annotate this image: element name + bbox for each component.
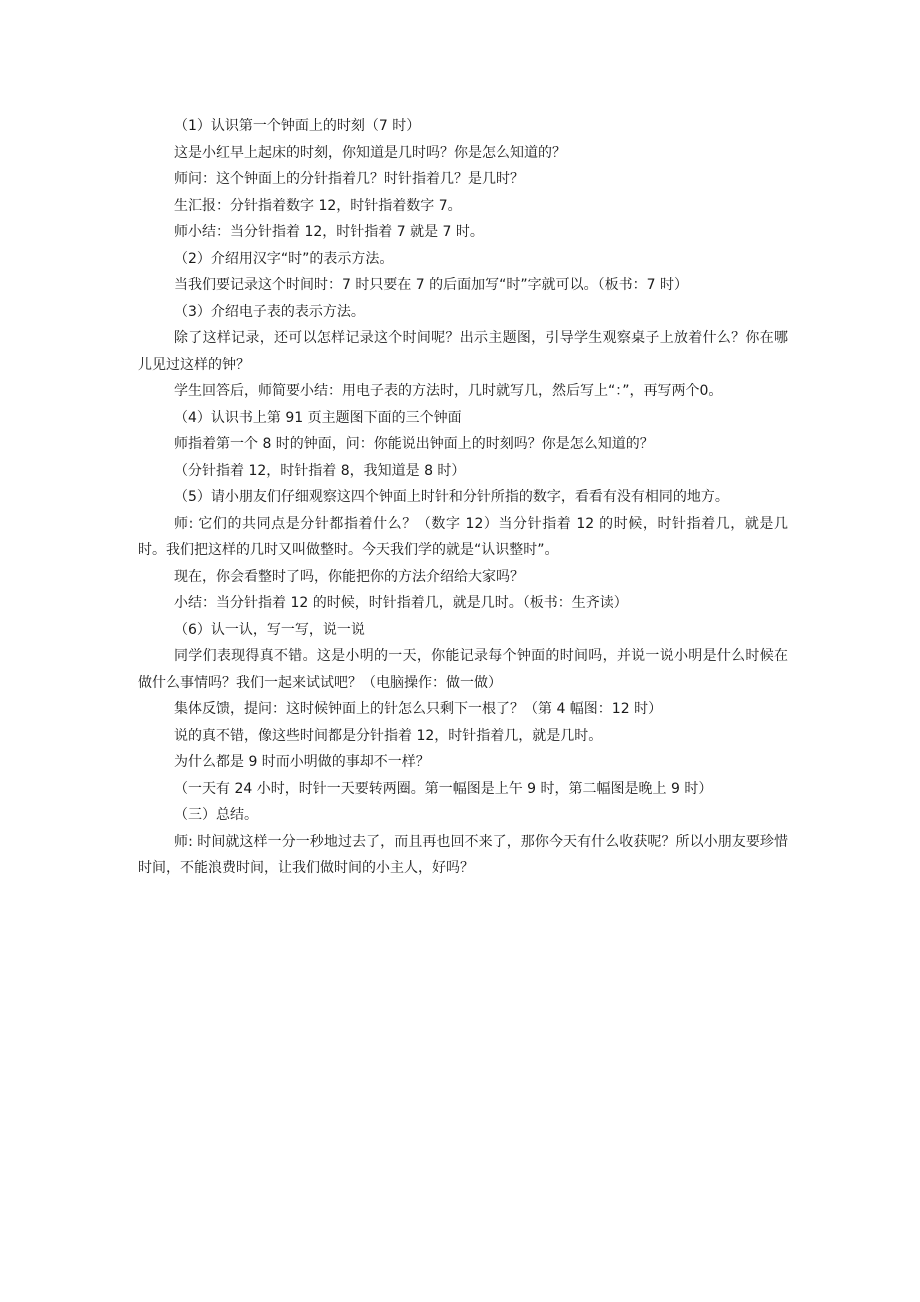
- paragraph: 为什么都是 9 时而小明做的事却不一样？: [174, 754, 430, 770]
- paragraph: 师指着第一个 8 时的钟面，问：你能说出钟面上的时刻吗？你是怎么知道的？: [174, 436, 654, 452]
- paragraph: 小结：当分针指着 12 的时候，时针指着几，就是几时。（板书：生齐读）: [174, 595, 628, 611]
- paragraph-step-2-heading: （2）介绍用汉字“时”的表示方法。: [174, 250, 394, 267]
- paragraph: 师问：这个钟面上的分针指着几？时针指着几？是几时？: [174, 171, 524, 187]
- paragraph-step-6-heading: （6）认一认，写一写，说一说: [174, 621, 365, 638]
- paragraph: 集体反馈，提问：这时候钟面上的针怎么只剩下一根了？（第 4 幅图：12 时）: [174, 701, 663, 717]
- paragraph-step-5-heading: （5）请小朋友们仔细观察这四个钟面上时针和分针所指的数字，看看有没有相同的地方。: [174, 489, 729, 505]
- paragraph: 这是小红早上起床的时刻，你知道是几时吗？你是怎么知道的？: [174, 144, 566, 161]
- paragraph: （一天有 24 小时，时针一天要转两圈。第一幅图是上午 9 时，第二幅图是晚上 9 时）: [174, 780, 713, 797]
- paragraph: 除了这样记录，还可以怎样记录这个时间呢？出示主题图，引导学生观察桌子上放着什么？你在哪儿见过这样的钟？: [138, 330, 788, 373]
- paragraph-step-1-heading: （1）认识第一个钟面上的时刻（7 时）: [174, 118, 421, 134]
- paragraph-step-3-heading: （3）介绍电子表的表示方法。: [174, 303, 365, 320]
- paragraph: （分针指着 12，时针指着 8，我知道是 8 时）: [174, 462, 466, 479]
- paragraph: 师: 时间就这样一分一秒地过去了，而且再也回不来了，那你今天有什么收获呢？所以小朋友要珍惜时间，不能浪费时间，让我们做时间的小主人，好吗？: [138, 833, 788, 876]
- paragraph: 说的真不错，像这些时间都是分针指着 12，时针指着几，就是几时。: [174, 727, 603, 744]
- paragraph-summary-heading: （三）总结。: [174, 807, 258, 823]
- paragraph-step-4-heading: （4）认识书上第 91 页主题图下面的三个钟面: [174, 409, 462, 426]
- paragraph: 现在，你会看整时了吗，你能把你的方法介绍给大家吗？: [174, 568, 524, 585]
- paragraph: 生汇报：分针指着数字 12，时针指着数字 7。: [174, 197, 462, 214]
- paragraph: 师小结：当分针指着 12，时针指着 7 就是 7 时。: [174, 224, 484, 240]
- paragraph: 当我们要记录这个时间时：7 时只要在 7 的后面加写“时”字就可以。（板书：7 时）: [174, 277, 689, 293]
- paragraph: 学生回答后，师简要小结：用电子表的方法时，几时就写几，然后写上“：”，再写两个0。: [174, 383, 723, 399]
- paragraph: 师: 它们的共同点是分针都指着什么？（数字 12）当分针指着 12 的时候，时针指着几，就是几时。我们把这样的几时又叫做整时。今天我们学的就是“认识整时”。: [138, 515, 788, 558]
- document-body: [138, 113, 788, 882]
- paragraph: 同学们表现得真不错。这是小明的一天，你能记录每个钟面的时间吗，并说一说小明是什么时候在做什么事情吗？我们一起来试试吧？（电脑操作：做一做）: [138, 648, 788, 691]
